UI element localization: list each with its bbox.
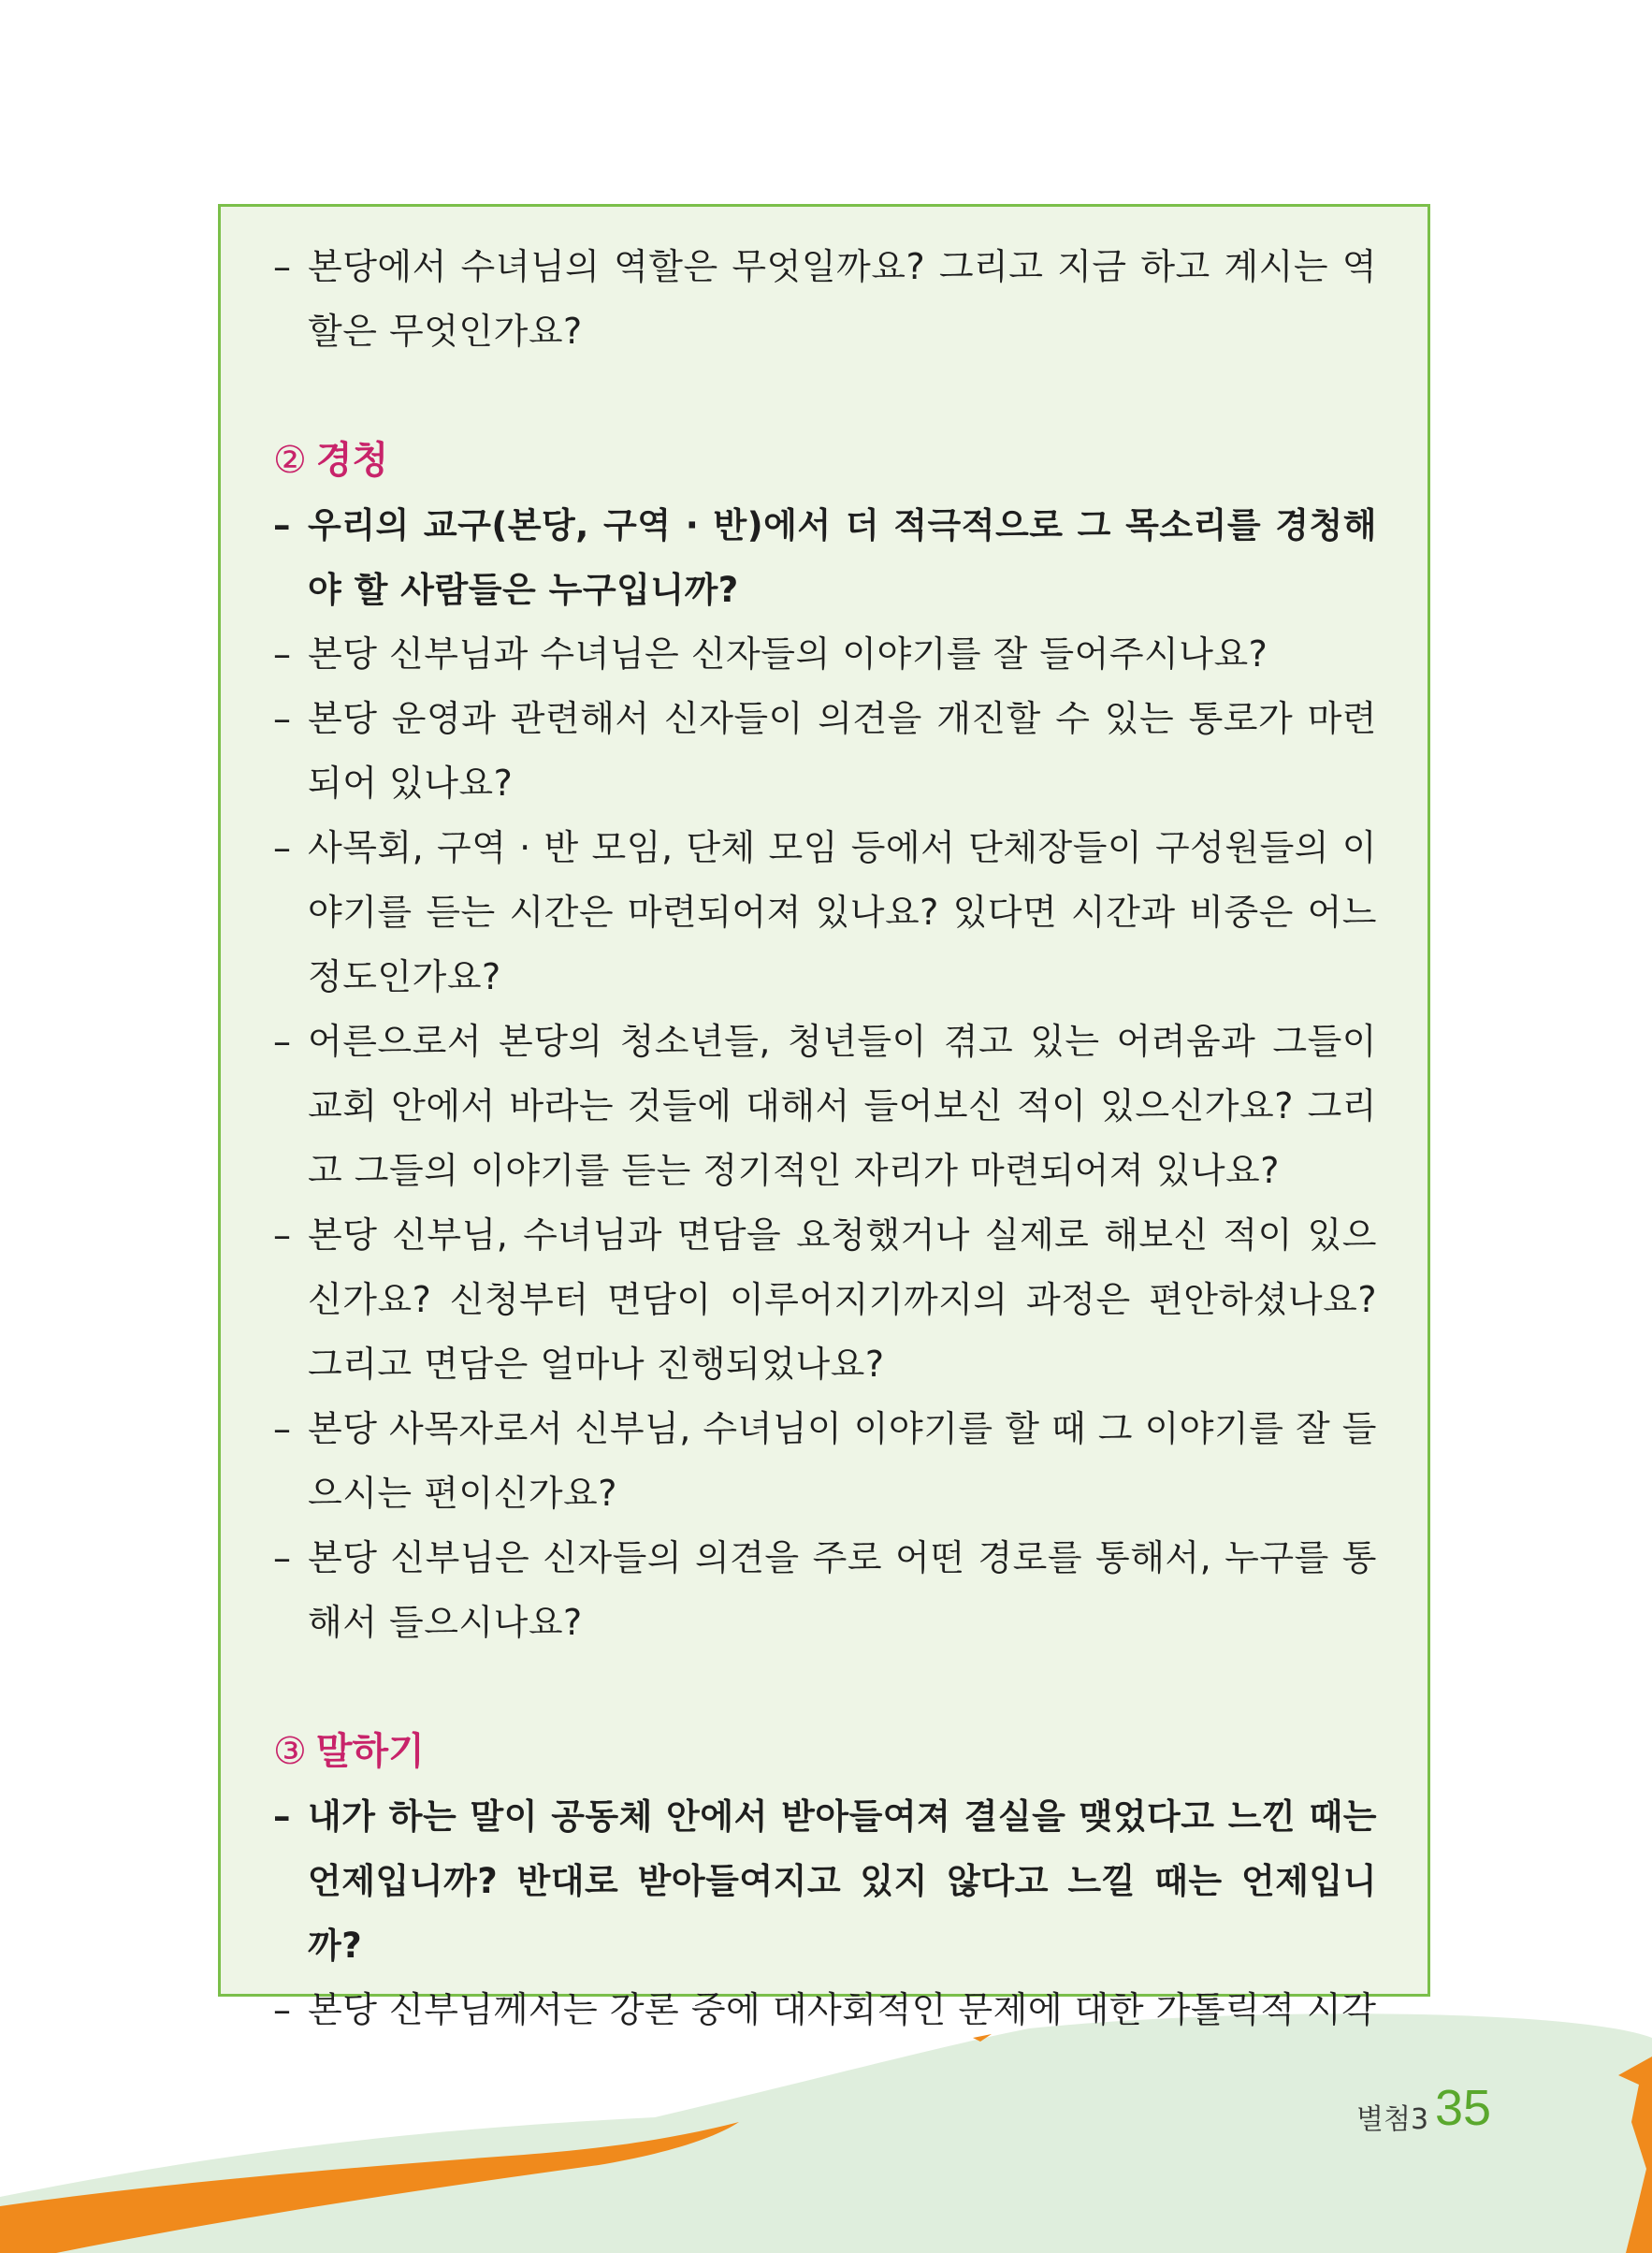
lead-question [273, 493, 1377, 622]
box-content [273, 235, 1377, 2042]
question-text: 본당에서 수녀님의 역할은 무엇일까요? 그리고 지금 하고 계시는 역할은 무엇인가요? [308, 246, 1377, 352]
dash-bullet: – [273, 1796, 291, 1837]
question-text: 본당 운영과 관련해서 신자들이 의견을 개진할 수 있는 통로가 마련되어 있나요? [308, 698, 1377, 804]
section-heading-speaking [273, 1720, 1377, 1784]
dash-bullet: – [273, 246, 292, 287]
dash-bullet: – [273, 1537, 292, 1578]
section-number: ③ [273, 1730, 307, 1773]
dash-bullet: – [273, 505, 291, 545]
dash-bullet: – [273, 698, 292, 739]
question-item [273, 1010, 1377, 1203]
dash-bullet: – [273, 1989, 292, 2030]
question-text: 본당 신부님께서는 강론 중에 대사회적인 문제에 대한 가톨릭적 시각 [308, 1989, 1377, 2030]
question-item [273, 1526, 1377, 1655]
question-item [273, 235, 1377, 364]
dash-bullet: – [273, 1214, 292, 1256]
dash-bullet: – [273, 633, 292, 675]
question-item [273, 816, 1377, 1010]
content-box [218, 204, 1430, 2030]
dash-bullet: – [273, 1408, 292, 1449]
section-number: ② [273, 439, 307, 482]
appendix-label: 별첨3 [1356, 2103, 1429, 2136]
page-number: 35 [1435, 2080, 1492, 2136]
section-title: 경청 [315, 439, 389, 482]
section-heading-listening [273, 429, 1377, 493]
question-text: 본당 신부님, 수녀님과 면담을 요청했거나 실제로 해보신 적이 있으신가요? 신청부터 면담이 이루어지기까지의 과정은 편안하셨나요? 그리고 면담은 얼마나 진행되었나요? [308, 1214, 1377, 1385]
lead-question-text: 우리의 교구(본당, 구역 · 반)에서 더 적극적으로 그 목소리를 경청해야 할 사람들은 누구입니까? [308, 505, 1377, 610]
question-item [273, 1397, 1377, 1526]
question-item [273, 1203, 1377, 1397]
lead-question [273, 1784, 1377, 1978]
question-item [273, 622, 1377, 687]
question-text: 본당 신부님은 신자들의 의견을 주로 어떤 경로를 통해서, 누구를 통해서 들으시나요? [308, 1537, 1377, 1643]
question-text: 본당 신부님과 수녀님은 신자들의 이야기를 잘 들어주시나요? [308, 633, 1268, 675]
question-text: 본당 사목자로서 신부님, 수녀님이 이야기를 할 때 그 이야기를 잘 들으시는 편이신가요? [308, 1408, 1377, 1514]
dash-bullet: – [273, 827, 292, 868]
section-title: 말하기 [315, 1730, 425, 1773]
question-item [273, 1978, 1377, 2042]
question-item [273, 687, 1377, 816]
question-text: 사목회, 구역 · 반 모임, 단체 모임 등에서 단체장들이 구성원들의 이야기를 듣는 시간은 마련되어져 있나요? 있다면 시간과 비중은 어느 정도인가요? [308, 827, 1377, 997]
dash-bullet: – [273, 1021, 292, 1062]
lead-question-text: 내가 하는 말이 공동체 안에서 받아들여져 결실을 맺었다고 느낀 때는 언제입니까? 반대로 받아들여지고 있지 않다고 느낄 때는 언제입니까? [308, 1796, 1377, 1966]
question-text: 어른으로서 본당의 청소년들, 청년들이 겪고 있는 어려움과 그들이 교회 안에서 바라는 것들에 대해서 들어보신 적이 있으신가요? 그리고 그들의 이야기를 듣는 정기적인 자리가 마련되어져 있나요? [308, 1021, 1377, 1191]
